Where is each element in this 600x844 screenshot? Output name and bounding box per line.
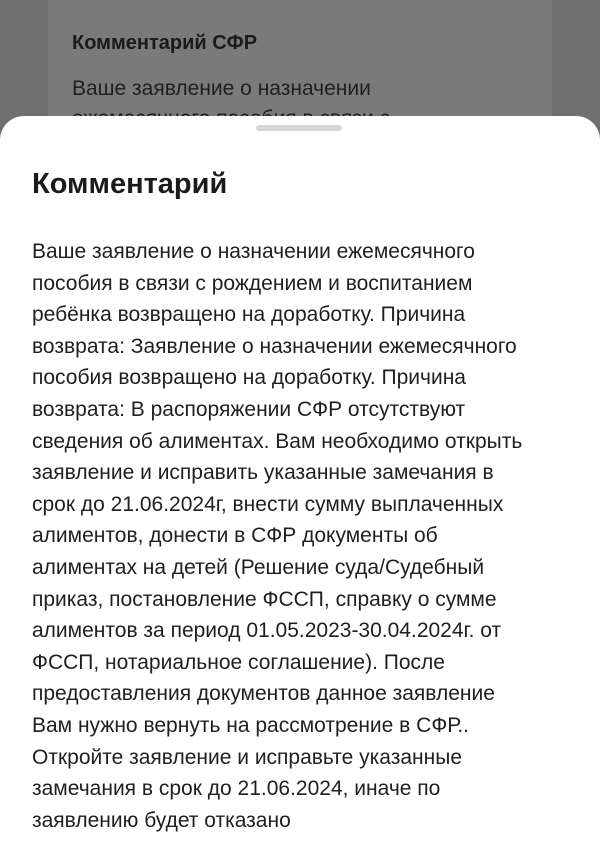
sfr-comment-card-text: Ваше заявление о назначении — [72, 77, 371, 100]
comment-text: Ваше заявление о назначении ежемесячного пособия в связи с рождением и воспитанием ребёнка возвращено на доработку. Причина возврата: Заявление о назначении ежемесячного пособия возвращено на доработку. Причина возврата: В распоряжении СФР отсутствуют сведения об алиментах. Вам необходимо открыть заявление и исправить указанные замечания в срок до 21.06.2024г, внести сумму выплаченных алиментов, донести в СФР документы об алиментах на детей (Решение суда/Судебный приказ, постановление ФССП, справку о сумме алиментов за период 01.05.2023-30.04.2024г. от ФССП, нотариальное соглашение). После предоставления документов данное заявление Вам нужно вернуть на рассмотрение в СФР.. Откройте заявление и исправьте указанные замечания в срок до 21.06.2024, иначе по заявлению будет отказано — [32, 240, 523, 832]
sheet-title: Комментарий — [32, 168, 228, 200]
sfr-comment-card-title: Комментарий СФР — [72, 32, 258, 54]
comment-bottom-sheet — [0, 116, 600, 844]
drag-handle[interactable] — [256, 125, 342, 131]
